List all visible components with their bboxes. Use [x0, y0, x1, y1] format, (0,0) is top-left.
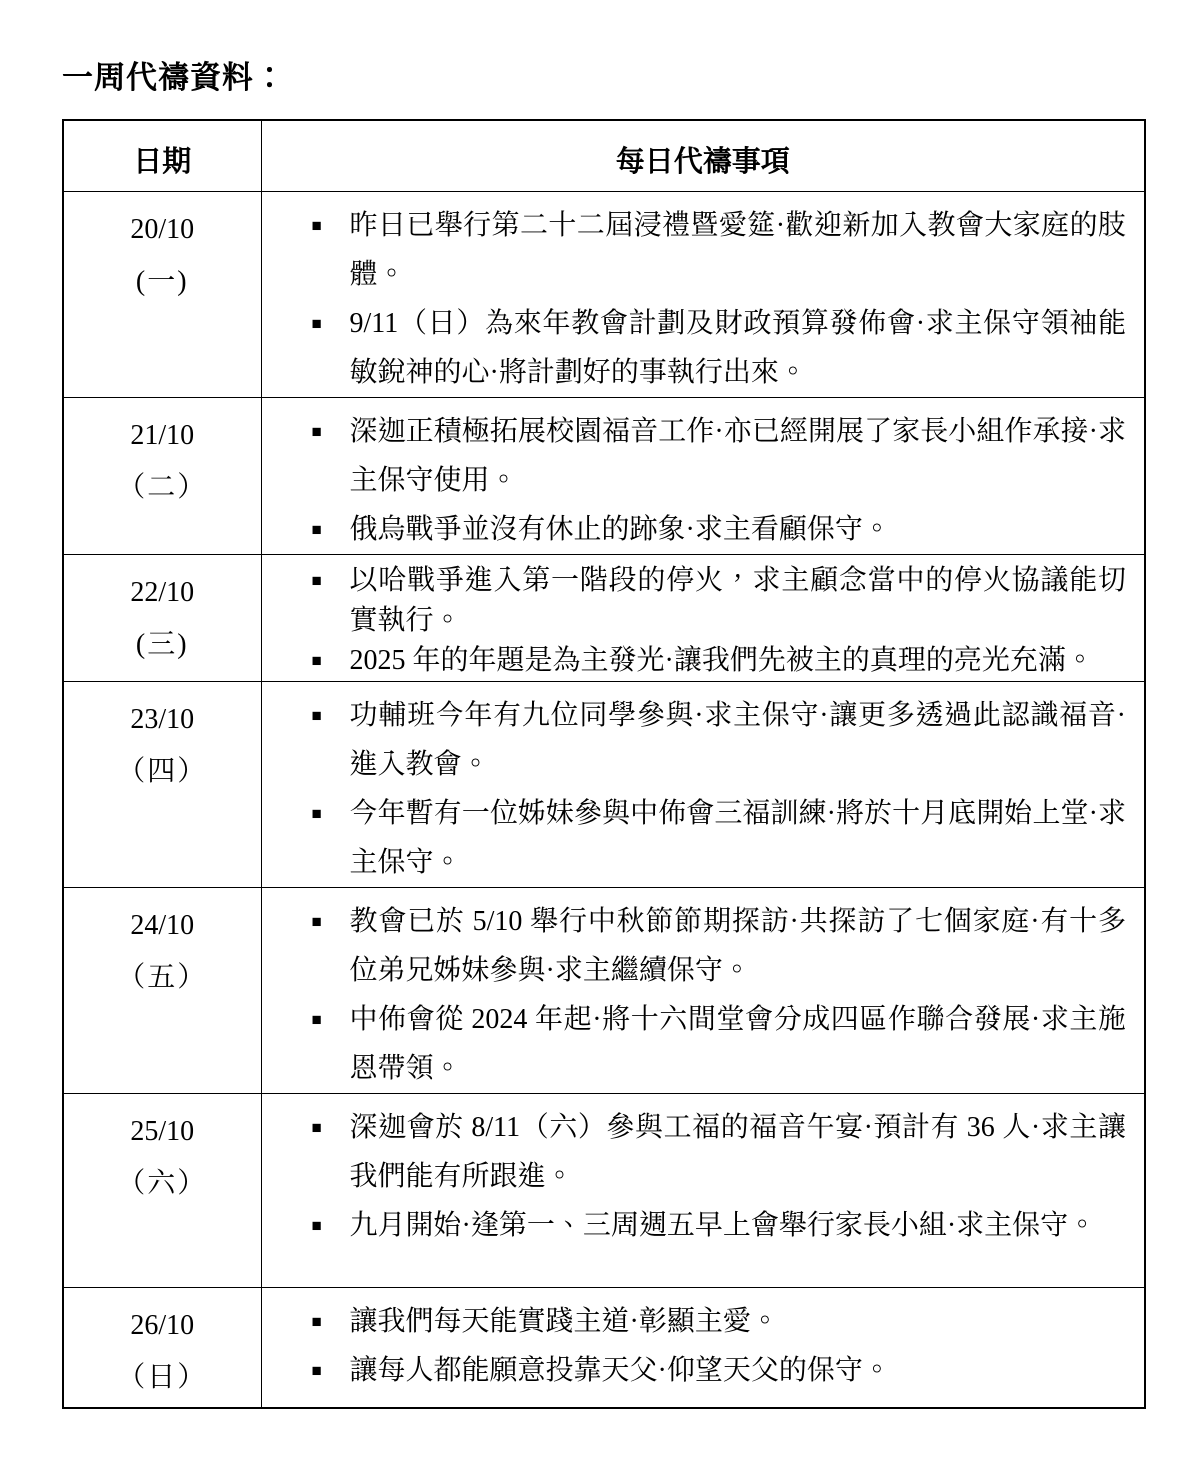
prayer-item-text: 昨日已舉行第二十二屆浸禮暨愛筵·歡迎新加入教會大家庭的肢體。: [349, 209, 1126, 290]
table-row: [63, 1093, 1145, 1287]
bullet-square-icon: ■: [311, 1215, 322, 1235]
bullet-square-icon: ■: [311, 1360, 322, 1380]
weekday-label: （六）: [117, 1167, 208, 1199]
prayer-item-text: 深迦會於 8/11（六）參與工福的福音午宴·預計有 36 人·求主讓我們能有所跟進。: [349, 1111, 1126, 1192]
bullet-square-icon: ■: [311, 650, 322, 670]
weekday-label: （日）: [117, 1361, 208, 1393]
bullet-square-icon: ■: [311, 1311, 322, 1331]
prayer-item-text: 俄烏戰爭並沒有休止的跡象·求主看顧保守。: [349, 513, 891, 545]
bullet-square-icon: ■: [311, 215, 322, 235]
prayer-item-text: 9/11（日）為來年教會計劃及財政預算發佈會·求主保守領袖能敏銳神的心·將計劃好的事執行出來。: [349, 307, 1126, 388]
prayer-item-text: 深迦正積極拓展校園福音工作·亦已經開展了家長小組作承接·求主保守使用。: [349, 415, 1126, 496]
date-label: 20/10: [130, 213, 195, 245]
list-item: [312, 299, 1127, 397]
prayer-items-cell: [261, 887, 1145, 1093]
list-item: [312, 897, 1127, 995]
list-item: [312, 691, 1127, 789]
column-header-date: 日期: [63, 120, 261, 191]
list-item: [312, 561, 1127, 641]
prayer-item-text: 以哈戰爭進入第一階段的停火，求主顧念當中的停火協議能切實執行。: [349, 564, 1126, 636]
prayer-item-text: 九月開始·逢第一、三周週五早上會舉行家長小組·求主保守。: [349, 1209, 1097, 1241]
date-cell: [63, 1287, 261, 1408]
list-item: [312, 201, 1127, 299]
weekday-label: (一): [135, 265, 189, 297]
column-header-items: 每日代禱事項: [261, 120, 1145, 191]
header-row: [63, 120, 1145, 191]
list-item: [312, 1346, 1127, 1395]
prayer-schedule-table: [62, 119, 1146, 1409]
date-cell: [63, 554, 261, 681]
weekday-label: （四）: [117, 755, 208, 787]
bullet-square-icon: ■: [311, 803, 322, 823]
bullet-square-icon: ■: [311, 519, 322, 539]
date-label: 23/10: [130, 703, 195, 735]
prayer-item-text: 中佈會從 2024 年起·將十六間堂會分成四區作聯合發展·求主施恩帶領。: [349, 1003, 1126, 1084]
table-row: [63, 397, 1145, 554]
table-row: [63, 191, 1145, 397]
date-cell: [63, 397, 261, 554]
table-row: [63, 1287, 1145, 1408]
prayer-items-cell: [261, 681, 1145, 887]
table-row: [63, 554, 1145, 681]
date-cell: [63, 191, 261, 397]
date-label: 22/10: [130, 576, 195, 608]
list-item: [312, 407, 1127, 505]
list-item: [312, 1297, 1127, 1346]
prayer-items-cell: [261, 1093, 1145, 1287]
prayer-item-text: 今年暫有一位姊妹參與中佈會三福訓練·將於十月底開始上堂·求主保守。: [349, 797, 1126, 878]
table-row: [63, 887, 1145, 1093]
weekday-label: （二）: [117, 471, 208, 503]
prayer-item-text: 讓每人都能願意投靠天父·仰望天父的保守。: [349, 1354, 891, 1386]
bullet-square-icon: ■: [311, 570, 322, 590]
date-cell: [63, 681, 261, 887]
bullet-square-icon: ■: [311, 1117, 322, 1137]
bullet-square-icon: ■: [311, 421, 322, 441]
list-item: [312, 1201, 1127, 1250]
prayer-item-text: 功輔班今年有九位同學參與·求主保守·讓更多透過此認識福音·進入教會。: [349, 699, 1126, 780]
list-item: [312, 505, 1127, 554]
weekday-label: (三): [135, 628, 189, 660]
prayer-item-text: 2025 年的年題是為主發光·讓我們先被主的真理的亮光充滿。: [349, 644, 1094, 676]
date-cell: [63, 887, 261, 1093]
list-item: [312, 995, 1127, 1093]
page-title: 一周代禱資料：: [62, 60, 286, 95]
prayer-item-text: 讓我們每天能實踐主道·彰顯主愛。: [349, 1305, 779, 1337]
prayer-items-cell: [261, 397, 1145, 554]
date-label: 26/10: [130, 1309, 195, 1341]
bullet-square-icon: ■: [311, 313, 322, 333]
date-label: 25/10: [130, 1115, 195, 1147]
list-item: [312, 641, 1127, 681]
date-cell: [63, 1093, 261, 1287]
bullet-square-icon: ■: [311, 1009, 322, 1029]
list-item: [312, 789, 1127, 887]
table-row: [63, 681, 1145, 887]
prayer-items-cell: [261, 554, 1145, 681]
prayer-item-text: 教會已於 5/10 舉行中秋節節期探訪·共探訪了七個家庭·有十多位弟兄姊妹參與·求主繼續保守。: [349, 905, 1126, 986]
list-item: [312, 1103, 1127, 1201]
bullet-square-icon: ■: [311, 911, 322, 931]
date-label: 24/10: [130, 909, 195, 941]
bullet-square-icon: ■: [311, 705, 322, 725]
date-label: 21/10: [130, 419, 195, 451]
weekday-label: （五）: [117, 961, 208, 993]
prayer-items-cell: [261, 191, 1145, 397]
prayer-items-cell: [261, 1287, 1145, 1408]
